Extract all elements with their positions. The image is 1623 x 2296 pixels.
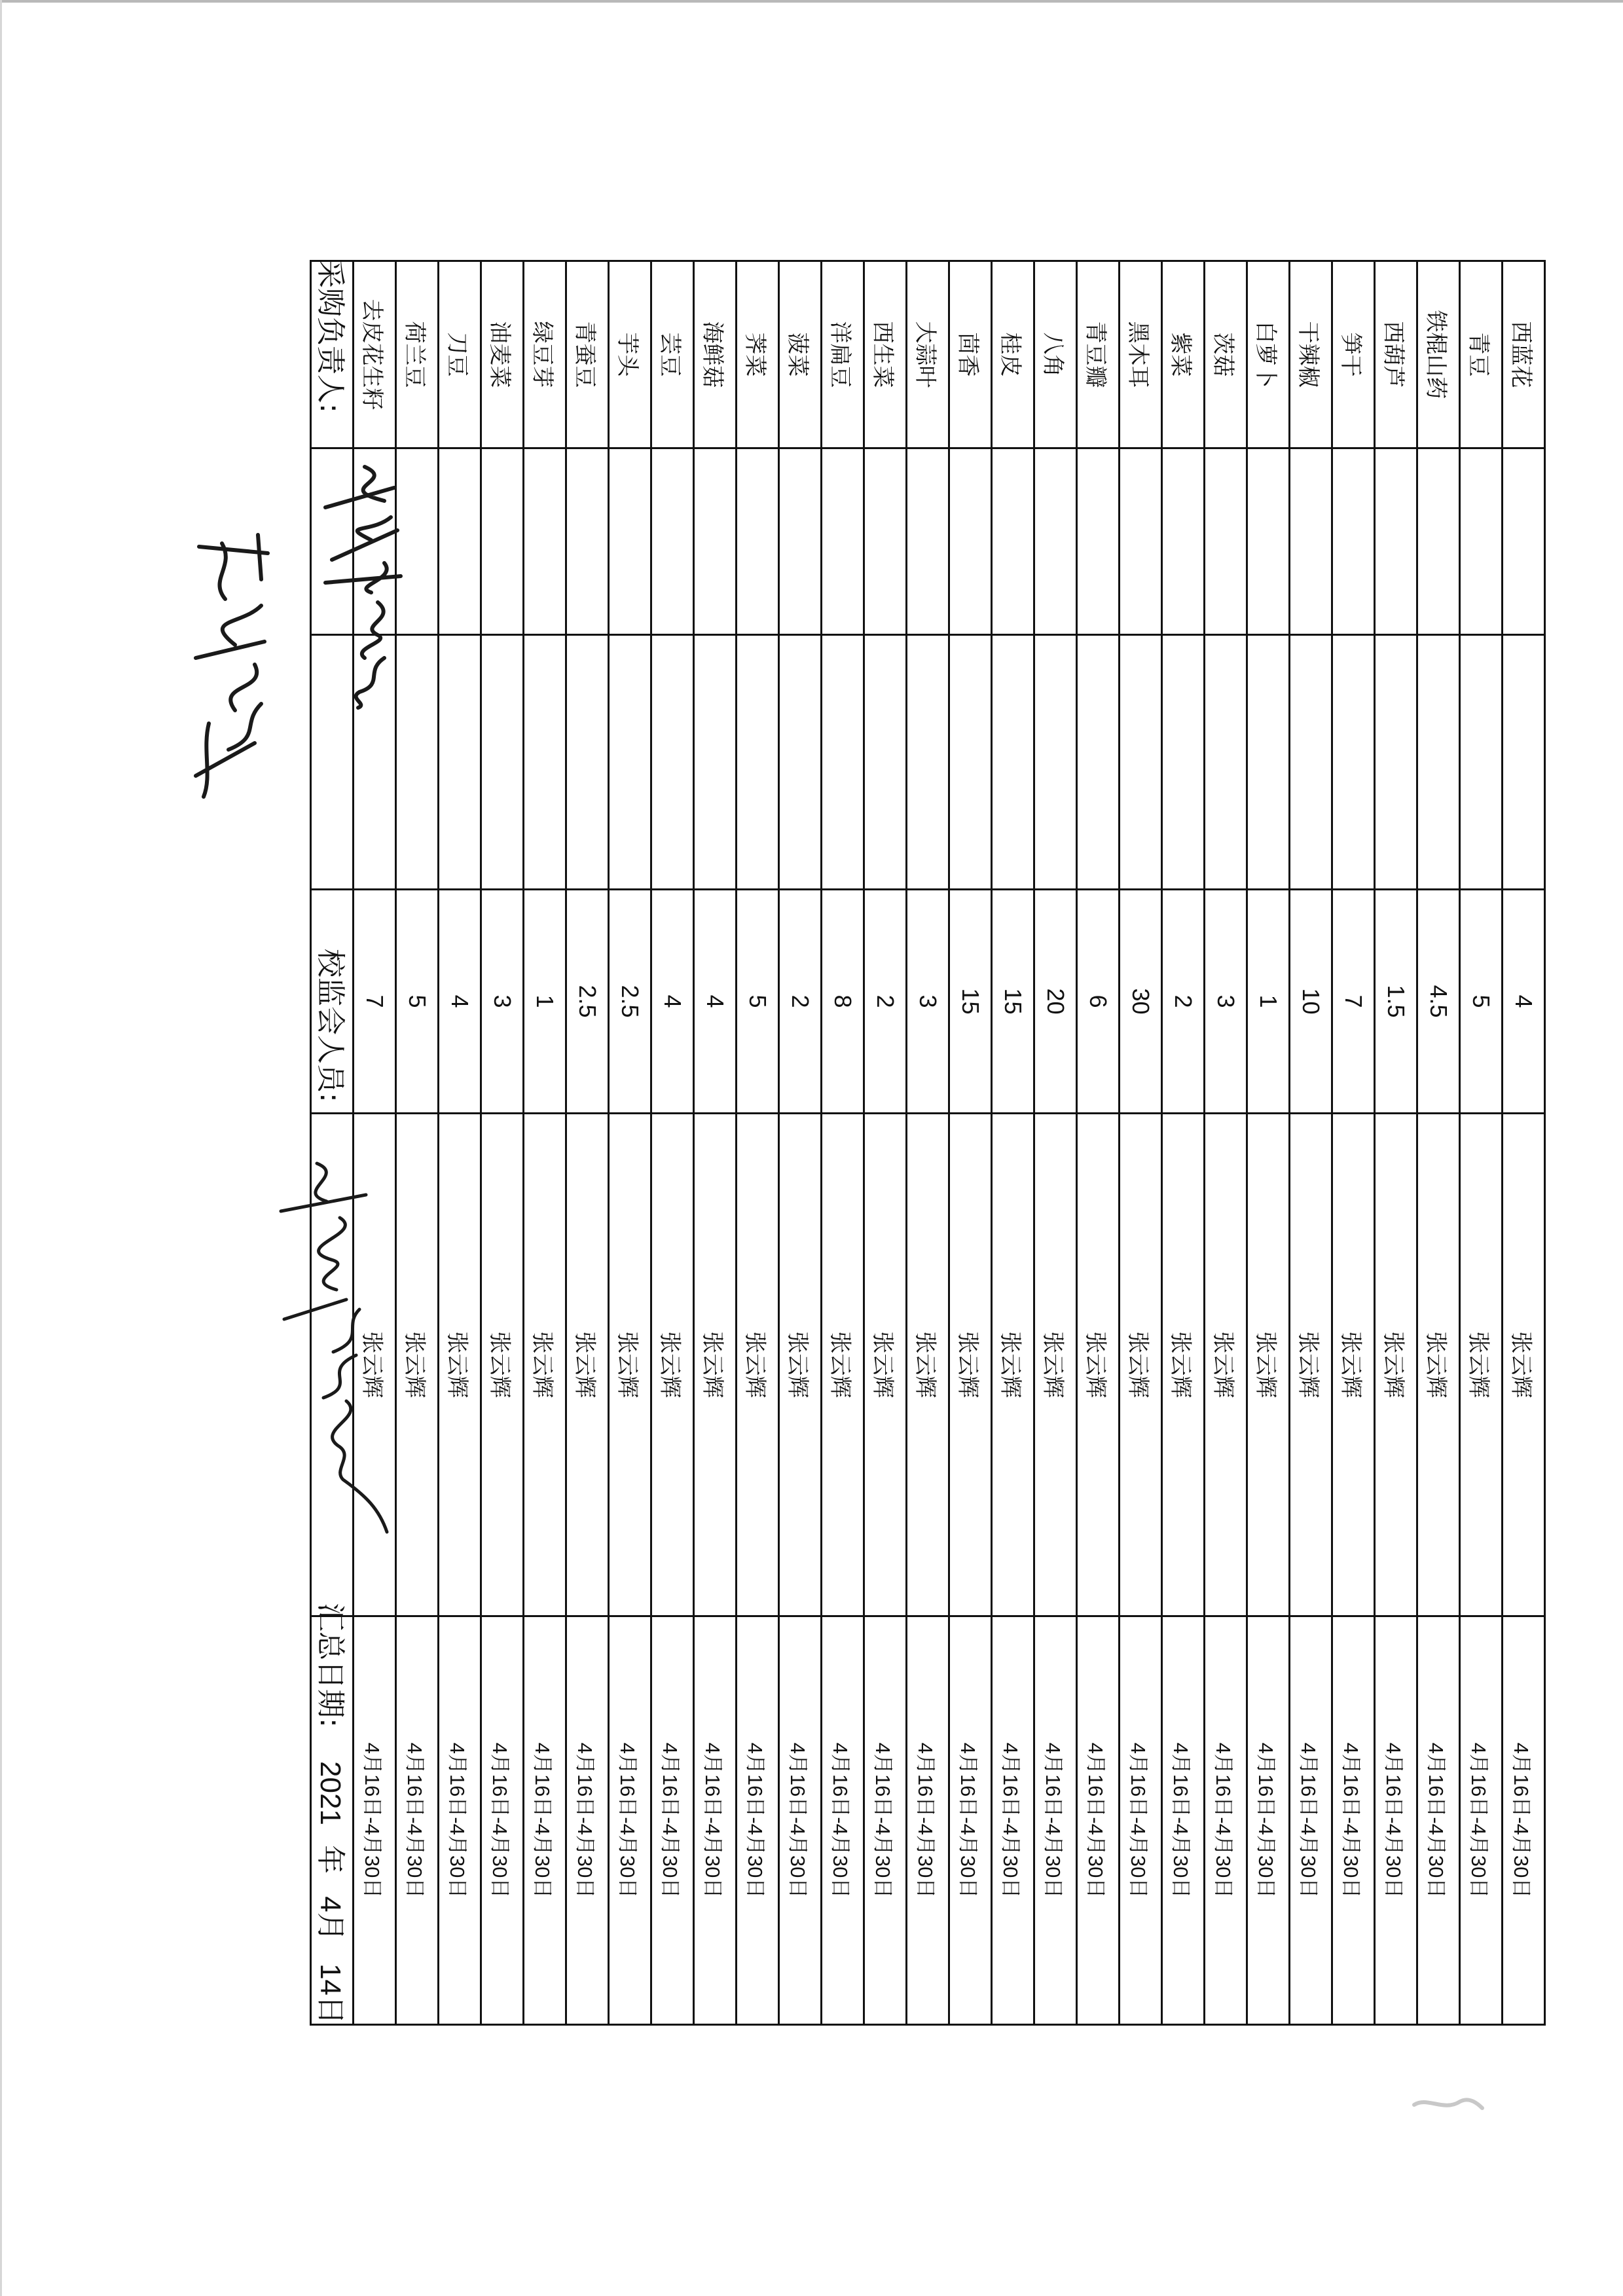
table-row [864,261,907,2025]
empty-cell [1162,448,1205,635]
empty-cell [1034,448,1077,635]
buyer-cell: 张云辉 [1120,1114,1162,1616]
quantity-cell: 4.5 [1417,890,1460,1114]
period-cell: 4月16日-4月30日 [1120,1616,1162,2025]
item-name-cell: 去皮花生籽 [354,261,396,448]
quantity-cell: 3 [907,890,949,1114]
empty-cell [1247,635,1290,890]
buyer-cell: 张云辉 [354,1114,396,1616]
period-cell: 4月16日-4月30日 [1290,1616,1332,2025]
scan-smudge [1408,2088,1486,2121]
table-row [779,261,822,2025]
item-name-cell: 茨菇 [1205,261,1247,448]
quantity-cell: 30 [1120,890,1162,1114]
table-row [651,261,694,2025]
empty-cell [779,635,822,890]
item-name-cell: 荠菜 [737,261,779,448]
table-row [907,261,949,2025]
item-name-cell: 大蒜叶 [907,261,949,448]
quantity-cell: 8 [822,890,864,1114]
table-row [481,261,524,2025]
item-name-cell: 八角 [1034,261,1077,448]
empty-cell [864,635,907,890]
empty-cell [822,448,864,635]
empty-cell [1417,448,1460,635]
buyer-label: 采购负责人: [314,259,347,413]
empty-cell [1460,635,1503,890]
empty-cell [1503,448,1545,635]
period-cell: 4月16日-4月30日 [609,1616,651,2025]
empty-cell [737,448,779,635]
table-row [439,261,481,2025]
item-name-cell: 笋干 [1332,261,1375,448]
buyer-cell: 张云辉 [1247,1114,1290,1616]
table-row [822,261,864,2025]
quantity-cell: 5 [396,890,439,1114]
quantity-cell: 6 [1077,890,1120,1114]
item-name-cell: 茴香 [949,261,992,448]
buyer-cell: 张云辉 [1460,1114,1503,1616]
summary-date-month: 4月 [314,1896,346,1941]
item-name-cell: 油麦菜 [481,261,524,448]
period-cell: 4月16日-4月30日 [396,1616,439,2025]
period-cell: 4月16日-4月30日 [439,1616,481,2025]
item-name-cell: 绿豆芽 [524,261,566,448]
item-name-cell: 干辣椒 [1290,261,1332,448]
quantity-cell: 5 [737,890,779,1114]
summary-date-year-unit: 年 [314,1845,346,1874]
quantity-cell: 2.5 [566,890,609,1114]
buyer-signature-2 [183,527,281,802]
period-cell: 4月16日-4月30日 [524,1616,566,2025]
buyer-cell: 张云辉 [609,1114,651,1616]
table-row [1375,261,1417,2025]
empty-cell [1205,448,1247,635]
period-cell: 4月16日-4月30日 [566,1616,609,2025]
empty-cell [1034,635,1077,890]
period-cell: 4月16日-4月30日 [1247,1616,1290,2025]
empty-cell [1290,635,1332,890]
empty-cell [651,448,694,635]
quantity-cell: 1 [1247,890,1290,1114]
quantity-cell: 5 [1460,890,1503,1114]
period-cell: 4月16日-4月30日 [1417,1616,1460,2025]
buyer-cell: 张云辉 [1077,1114,1120,1616]
buyer-cell: 张云辉 [439,1114,481,1616]
table-row [524,261,566,2025]
buyer-cell: 张云辉 [949,1114,992,1616]
buyer-cell: 张云辉 [907,1114,949,1616]
procurement-table [310,260,1546,2026]
quantity-cell: 1 [524,890,566,1114]
empty-cell [439,635,481,890]
buyer-cell: 张云辉 [1162,1114,1205,1616]
summary-date-year: 2021 [314,1761,346,1825]
procurement-table-body [311,261,1545,2025]
empty-cell [1077,635,1120,890]
buyer-cell: 张云辉 [1417,1114,1460,1616]
empty-cell [566,635,609,890]
empty-cell [1503,635,1545,890]
empty-cell [524,448,566,635]
quantity-cell: 15 [949,890,992,1114]
empty-cell [992,635,1034,890]
empty-cell [524,635,566,890]
item-name-cell: 西蓝花 [1503,261,1545,448]
period-cell: 4月16日-4月30日 [354,1616,396,2025]
empty-cell [439,448,481,635]
item-name-cell: 菠菜 [779,261,822,448]
empty-cell [481,448,524,635]
empty-cell [1247,448,1290,635]
buyer-cell: 张云辉 [481,1114,524,1616]
period-cell: 4月16日-4月30日 [1162,1616,1205,2025]
buyer-cell: 张云辉 [779,1114,822,1616]
item-name-cell: 芋头 [609,261,651,448]
checker-label: 校监会人员: [314,949,347,1102]
table-row [1460,261,1503,2025]
empty-cell [949,448,992,635]
quantity-cell: 3 [1205,890,1247,1114]
empty-cell [651,635,694,890]
table-row [1205,261,1247,2025]
buyer-cell: 张云辉 [694,1114,737,1616]
table-row [609,261,651,2025]
empty-cell [907,635,949,890]
item-name-cell: 黑木耳 [1120,261,1162,448]
buyer-cell: 张云辉 [566,1114,609,1616]
table-row [1332,261,1375,2025]
empty-cell [949,635,992,890]
period-cell: 4月16日-4月30日 [481,1616,524,2025]
empty-cell [481,635,524,890]
summary-date-label: 汇总日期: [314,1603,347,1728]
item-name-cell: 西葫芦 [1375,261,1417,448]
buyer-cell: 张云辉 [651,1114,694,1616]
buyer-cell: 张云辉 [992,1114,1034,1616]
empty-cell [1375,635,1417,890]
summary-date-day: 14日 [314,1963,346,2025]
table-row [1503,261,1545,2025]
empty-cell [566,448,609,635]
empty-cell [907,448,949,635]
empty-cell [1332,635,1375,890]
period-cell: 4月16日-4月30日 [1205,1616,1247,2025]
quantity-cell: 7 [354,890,396,1114]
empty-cell [992,448,1034,635]
buyer-cell: 张云辉 [1332,1114,1375,1616]
table-row [1120,261,1162,2025]
table-row [949,261,992,2025]
summary-date [312,1761,354,2024]
table-row [1290,261,1332,2025]
period-cell: 4月16日-4月30日 [1034,1616,1077,2025]
table-row [992,261,1034,2025]
quantity-cell: 20 [1034,890,1077,1114]
empty-cell [1120,448,1162,635]
quantity-cell: 1.5 [1375,890,1417,1114]
quantity-cell: 2 [1162,890,1205,1114]
quantity-cell: 2.5 [609,890,651,1114]
quantity-cell: 4 [651,890,694,1114]
buyer-cell: 张云辉 [1290,1114,1332,1616]
table-row [1034,261,1077,2025]
item-name-cell: 青蚕豆 [566,261,609,448]
item-name-cell: 荷兰豆 [396,261,439,448]
period-cell: 4月16日-4月30日 [822,1616,864,2025]
buyer-cell: 张云辉 [822,1114,864,1616]
item-name-cell: 紫菜 [1162,261,1205,448]
buyer-cell: 张云辉 [737,1114,779,1616]
item-name-cell: 青豆瓣 [1077,261,1120,448]
period-cell: 4月16日-4月30日 [907,1616,949,2025]
empty-cell [694,448,737,635]
quantity-cell: 15 [992,890,1034,1114]
period-cell: 4月16日-4月30日 [737,1616,779,2025]
buyer-cell: 张云辉 [1034,1114,1077,1616]
period-cell: 4月16日-4月30日 [1503,1616,1545,2025]
empty-cell [864,448,907,635]
buyer-signature-1 [316,462,410,710]
period-cell: 4月16日-4月30日 [1375,1616,1417,2025]
item-name-cell: 刀豆 [439,261,481,448]
table-row [1247,261,1290,2025]
empty-cell [1417,635,1460,890]
period-cell: 4月16日-4月30日 [1332,1616,1375,2025]
quantity-cell: 7 [1332,890,1375,1114]
item-name-cell: 海鲜菇 [694,261,737,448]
table-row [737,261,779,2025]
item-name-cell: 西生菜 [864,261,907,448]
item-name-cell: 芸豆 [651,261,694,448]
quantity-cell: 4 [1503,890,1545,1114]
period-cell: 4月16日-4月30日 [1077,1616,1120,2025]
period-cell: 4月16日-4月30日 [651,1616,694,2025]
table-row [566,261,609,2025]
period-cell: 4月16日-4月30日 [694,1616,737,2025]
table-row [1162,261,1205,2025]
empty-cell [822,635,864,890]
quantity-cell: 4 [439,890,481,1114]
table-row [1417,261,1460,2025]
quantity-cell: 2 [779,890,822,1114]
empty-cell [694,635,737,890]
empty-cell [609,635,651,890]
empty-cell [1332,448,1375,635]
buyer-cell: 张云辉 [396,1114,439,1616]
empty-cell [1460,448,1503,635]
empty-cell [1077,448,1120,635]
period-cell: 4月16日-4月30日 [864,1616,907,2025]
empty-cell [1290,448,1332,635]
quantity-cell: 10 [1290,890,1332,1114]
table-row [1077,261,1120,2025]
item-name-cell: 白萝卜 [1247,261,1290,448]
table-row [694,261,737,2025]
quantity-cell: 2 [864,890,907,1114]
period-cell: 4月16日-4月30日 [1460,1616,1503,2025]
empty-cell [737,635,779,890]
quantity-cell: 3 [481,890,524,1114]
empty-cell [1205,635,1247,890]
item-name-cell: 铁棍山药 [1417,261,1460,448]
empty-cell [1120,635,1162,890]
buyer-cell: 张云辉 [1375,1114,1417,1616]
item-name-cell: 桂皮 [992,261,1034,448]
empty-cell [1375,448,1417,635]
item-name-cell: 青豆 [1460,261,1503,448]
checker-signature [255,1156,405,1542]
empty-cell [609,448,651,635]
period-cell: 4月16日-4月30日 [992,1616,1034,2025]
item-name-cell: 洋扁豆 [822,261,864,448]
period-cell: 4月16日-4月30日 [949,1616,992,2025]
empty-cell [779,448,822,635]
buyer-cell: 张云辉 [524,1114,566,1616]
buyer-cell: 张云辉 [1503,1114,1545,1616]
empty-cell [1162,635,1205,890]
quantity-cell: 4 [694,890,737,1114]
period-cell: 4月16日-4月30日 [779,1616,822,2025]
buyer-cell: 张云辉 [864,1114,907,1616]
buyer-cell: 张云辉 [1205,1114,1247,1616]
